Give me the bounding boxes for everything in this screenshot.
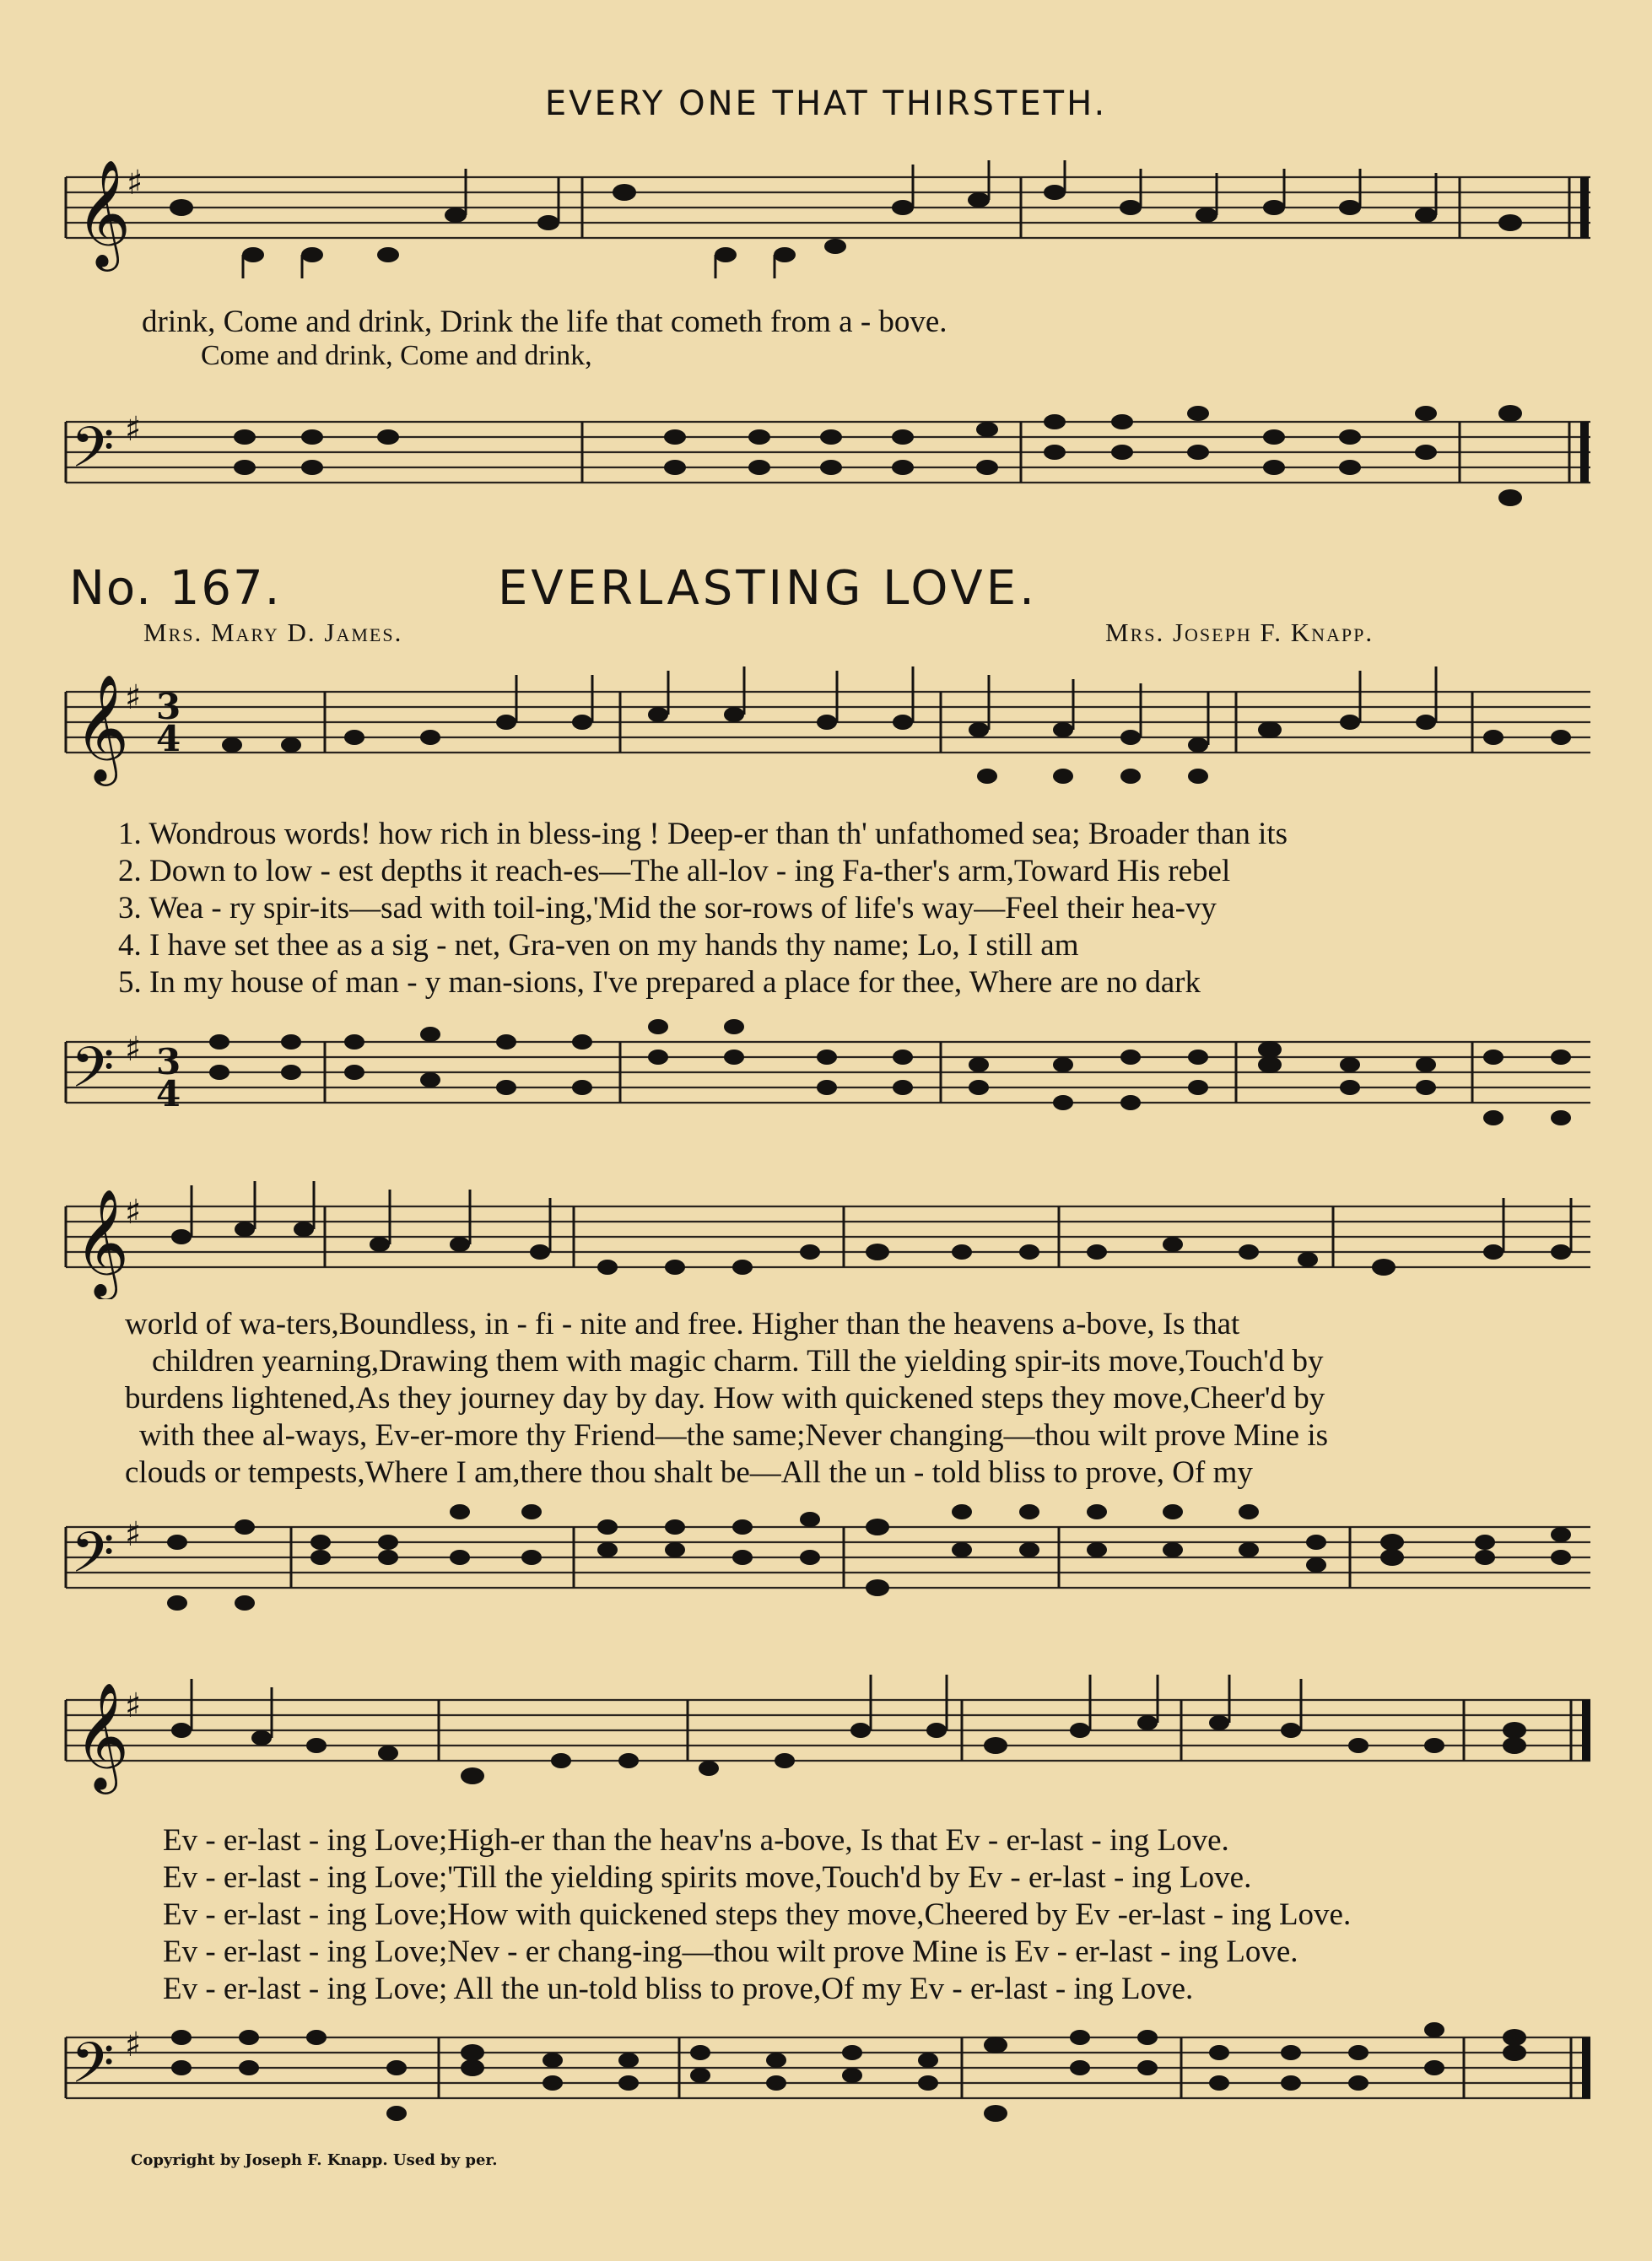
sharp-icon: ♯ <box>127 164 143 202</box>
sharp-icon: ♯ <box>125 678 142 717</box>
verse-5-line: 5. In my house of man - y man-sions, I've prepared a place for thee, Where are no dark <box>118 965 1201 1000</box>
bass-clef-icon: 𝄢 <box>71 415 115 494</box>
verse-5-line: clouds or tempests,Where I am,there thou shalt be—All the un - told bliss to prove, Of my <box>125 1455 1253 1490</box>
verse-3-line: 3. Wea - ry spir-its—sad with toil-ing,'Mid the sor-rows of life's way—Feel their hea-vy <box>118 891 1217 925</box>
system2-bass-staff <box>0 1502 1652 1620</box>
verse-4-line: Ev - er-last - ing Love;Nev - er chang-ing—thou wilt prove Mine is Ev - er-last - ing Love. <box>163 1935 1298 1969</box>
system3-treble-staff <box>0 1675 1652 1810</box>
system3-bass-staff <box>0 2012 1652 2139</box>
prev-lyrics-line-1: drink, Come and drink, Drink the life that cometh from a - bove. <box>142 305 947 339</box>
sharp-icon: ♯ <box>125 2026 142 2064</box>
hymn-title: EVERLASTING LOVE. <box>498 561 1038 616</box>
staff-lines <box>66 177 1590 238</box>
treble-clef-icon: 𝄞 <box>74 1188 130 1296</box>
verse-4-line: with thee al-ways, Ev-er-more thy Friend—the same;Never changing—thou wilt prove Mine is <box>139 1418 1328 1453</box>
verse-3-line: Ev - er-last - ing Love;How with quickened steps they move,Cheered by Ev -er-last - ing Love. <box>163 1897 1352 1932</box>
verse-2-line: Ev - er-last - ing Love;'Till the yielding spirits move,Touch'd by Ev - er-last - ing Love. <box>163 1860 1252 1895</box>
notes <box>234 405 1522 506</box>
bass-clef-icon: 𝄢 <box>71 1520 115 1599</box>
bass-clef-icon: 𝄢 <box>71 1035 115 1114</box>
treble-clef-icon: 𝄞 <box>74 673 130 781</box>
verse-3-line: burdens lightened,As they journey day by day. How with quickened steps they move,Cheer'd by <box>125 1381 1325 1416</box>
treble-clef-icon: 𝄞 <box>74 1681 130 1789</box>
system1-treble-staff <box>0 666 1652 810</box>
verse-1-line: 1. Wondrous words! how rich in bless-ing ! Deep-er than th' unfathomed sea; Broader than its <box>118 817 1288 851</box>
time-signature-top: 3 <box>156 1041 181 1082</box>
sharp-icon: ♯ <box>125 1193 142 1232</box>
sharp-icon: ♯ <box>125 1515 142 1554</box>
verse-5-line: Ev - er-last - ing Love; All the un-told bliss to prove,Of my Ev - er-last - ing Love. <box>163 1972 1194 2006</box>
verse-4-line: 4. I have set thee as a sig - net, Gra-ven on my hands thy name; Lo, I still am <box>118 928 1079 963</box>
prev-treble-staff <box>0 160 1652 278</box>
sharp-icon: ♯ <box>125 1030 142 1069</box>
lyricist-credit: Mrs. Mary D. James. <box>143 618 403 647</box>
copyright-notice: Copyright by Joseph F. Knapp. Used by per. <box>131 2151 498 2169</box>
verse-1-line: Ev - er-last - ing Love;High-er than the heav'ns a-bove, Is that Ev - er-last - ing Love. <box>163 1823 1229 1858</box>
sharp-icon: ♯ <box>125 1686 142 1725</box>
verse-2-line: 2. Down to low - est depths it reach-es—The all-lov - ing Fa-ther's arm,Toward His rebel <box>118 854 1231 888</box>
verse-1-line: world of wa-ters,Boundless, in - fi - nite and free. Higher than the heavens a-bove, Is that <box>125 1307 1240 1341</box>
verse-2-line: children yearning,Drawing them with magic charm. Till the yielding spir-its move,Touch'd by <box>152 1344 1324 1379</box>
notes <box>171 1181 1571 1276</box>
time-signature-bottom: 4 <box>156 1073 181 1114</box>
time-signature-bottom: 4 <box>156 718 181 759</box>
bass-clef-icon: 𝄢 <box>71 2031 115 2109</box>
time-signature-top: 3 <box>156 686 181 727</box>
composer-credit: Mrs. Joseph F. Knapp. <box>1105 618 1374 647</box>
system2-treble-staff <box>0 1181 1652 1299</box>
prev-lyrics-line-2: Come and drink, Come and drink, <box>201 340 592 371</box>
notes <box>222 666 1571 784</box>
hymn-number: No. 167. <box>69 561 282 616</box>
prev-bass-staff <box>0 397 1652 523</box>
previous-hymn-title: EVERY ONE THAT THIRSTETH. <box>544 84 1108 123</box>
sharp-icon: ♯ <box>125 410 142 449</box>
treble-clef-icon: 𝄞 <box>76 160 132 267</box>
system1-bass-staff <box>0 1017 1652 1135</box>
